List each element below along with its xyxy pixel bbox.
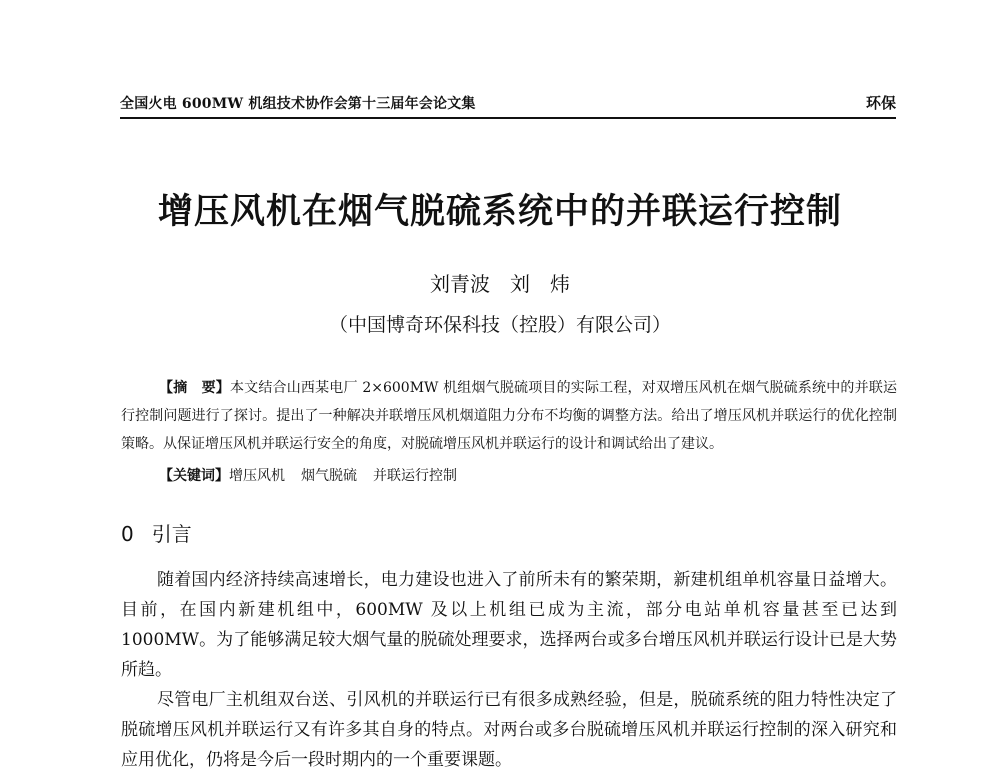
- section-category: 环保: [865, 94, 896, 112]
- running-header: [120, 91, 896, 119]
- paper-authors: 刘青波 刘 炜: [430, 272, 570, 296]
- abstract-label: 【摘 要】: [159, 380, 230, 396]
- keywords: [159, 464, 899, 488]
- paragraph: 随着国内经济持续高速增长，电力建设也进入了前所未有的繁荣期，新建机组单机容量日益增大。目前，在国内新建机组中，600MW 及以上机组已成为主流，部分电站单机容量甚至已达到 1000MW。为了能够满足较大烟气量的脱硫处理要求，选择两台或多台增压风机并联运行设计已是大势所趋。: [121, 570, 897, 680]
- body-text: [121, 565, 897, 775]
- keyword: 烟气脱硫: [301, 468, 357, 484]
- proceedings-title: 全国火电 600MW 机组技术协作会第十三届年会论文集: [120, 96, 476, 112]
- section-number: 0: [121, 522, 134, 546]
- paragraph: 尽管电厂主机组双台送、引风机的并联运行已有很多成熟经验，但是，脱硫系统的阻力特性决定了脱硫增压风机并联运行又有许多其自身的特点。对两台或多台脱硫增压风机并联运行控制的深入研究和应用优化，仍将是今后一段时期内的一个重要课题。: [121, 690, 897, 770]
- section-title: 引言: [151, 522, 192, 546]
- section-heading: [121, 518, 192, 547]
- paper-title: 增压风机在烟气脱硫系统中的并联运行控制: [157, 192, 842, 232]
- abstract-text: 本文结合山西某电厂 2×600MW 机组烟气脱硫项目的实际工程，对双增压风机在烟气脱硫系统中的并联运行控制问题进行了探讨。提出了一种解决并联增压风机烟道阻力分布不均衡的调整方法。给出了增压风机并联运行的优化控制策略。从保证增压风机并联运行安全的角度，对脱硫增压风机并联运行的设计和调试给出了建议。: [121, 380, 898, 452]
- keywords-label: 【关键词】: [159, 468, 229, 484]
- abstract: [121, 374, 897, 458]
- author-affiliation: （中国博奇环保科技（控股）有限公司）: [328, 314, 671, 336]
- keyword: 增压风机: [229, 468, 285, 484]
- keyword: 并联运行控制: [373, 468, 457, 484]
